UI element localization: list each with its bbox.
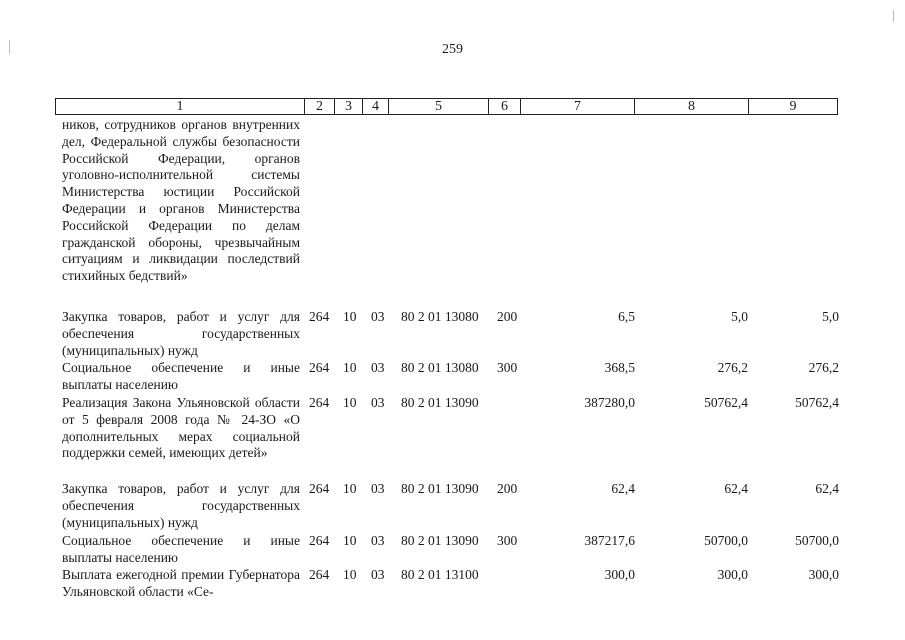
cell-amount-8: 300,0 <box>717 567 748 582</box>
cell-target-article: 80 2 01 13090 <box>401 533 479 548</box>
cell-subsection: 03 <box>371 481 385 496</box>
header-col-9: 9 <box>748 99 837 114</box>
row-description: Социальное обеспечение и иные выплаты населению <box>62 360 300 392</box>
cell-target-article: 80 2 01 13080 <box>401 309 479 324</box>
cell-amount-9: 300,0 <box>808 567 839 582</box>
cell-target-article: 80 2 01 13090 <box>401 481 479 496</box>
cell-expense-type: 300 <box>497 360 518 375</box>
cell-expense-type: 200 <box>497 309 518 324</box>
cell-amount-7: 387217,6 <box>584 533 635 548</box>
cell-section: 10 <box>343 533 357 548</box>
cell-ministry-code: 264 <box>309 395 330 410</box>
page-number: 259 <box>442 42 463 57</box>
scan-artifact <box>9 40 10 54</box>
cell-amount-7: 368,5 <box>604 360 635 375</box>
header-col-5: 5 <box>388 99 488 114</box>
cell-section: 10 <box>343 395 357 410</box>
header-col-1: 1 <box>176 99 184 114</box>
cell-amount-9: 50700,0 <box>795 533 839 548</box>
header-col-6: 6 <box>488 99 520 114</box>
row-description: Социальное обеспечение и иные выплаты населению <box>62 533 300 565</box>
header-col-3: 3 <box>334 99 362 114</box>
row-description: ников, сотрудников органов внутренних дел, Федеральной службы безопасности Российской Федерации, органов уголовно-исполнительной системы Министерства юстиции Российской Федерации и органов Министерства Российской Федерации по делам гражданской обороны, чрезвычайным ситуациям и ликвидации последствий стихийных бедствий» <box>62 117 300 284</box>
header-col-8: 8 <box>634 99 748 114</box>
row-description: Реализация Закона Ульяновской области от 5 февраля 2008 года № 24-ЗО «О дополнительных мерах социальной поддержки семей, имеющих детей» <box>62 395 300 461</box>
cell-expense-type: 300 <box>497 533 518 548</box>
row-description: Закупка товаров, работ и услуг для обеспечения государственных (муниципальных) нужд <box>62 309 300 358</box>
cell-amount-8: 276,2 <box>717 360 748 375</box>
header-col-2: 2 <box>304 99 334 114</box>
cell-ministry-code: 264 <box>309 360 330 375</box>
cell-amount-7: 62,4 <box>611 481 635 496</box>
cell-ministry-code: 264 <box>309 533 330 548</box>
cell-amount-7: 387280,0 <box>584 395 635 410</box>
cell-target-article: 80 2 01 13100 <box>401 567 479 582</box>
cell-amount-9: 5,0 <box>822 309 839 324</box>
cell-subsection: 03 <box>371 360 385 375</box>
cell-section: 10 <box>343 309 357 324</box>
cell-amount-9: 62,4 <box>815 481 839 496</box>
cell-section: 10 <box>343 481 357 496</box>
cell-amount-8: 50700,0 <box>704 533 748 548</box>
cell-amount-7: 300,0 <box>604 567 635 582</box>
table-header-row <box>55 98 838 115</box>
header-col-4: 4 <box>362 99 388 114</box>
cell-section: 10 <box>343 567 357 582</box>
cell-subsection: 03 <box>371 567 385 582</box>
cell-subsection: 03 <box>371 395 385 410</box>
cell-amount-9: 276,2 <box>808 360 839 375</box>
row-description: Закупка товаров, работ и услуг для обеспечения государственных (муниципальных) нужд <box>62 481 300 530</box>
cell-ministry-code: 264 <box>309 309 330 324</box>
cell-amount-8: 5,0 <box>731 309 748 324</box>
cell-ministry-code: 264 <box>309 567 330 582</box>
cell-ministry-code: 264 <box>309 481 330 496</box>
cell-subsection: 03 <box>371 533 385 548</box>
cell-subsection: 03 <box>371 309 385 324</box>
cell-amount-7: 6,5 <box>618 309 635 324</box>
cell-expense-type: 200 <box>497 481 518 496</box>
row-description: Выплата ежегодной премии Губернатора Ульяновской области «Се- <box>62 567 300 599</box>
cell-amount-8: 62,4 <box>724 481 748 496</box>
header-col-7: 7 <box>520 99 634 114</box>
cell-amount-9: 50762,4 <box>795 395 839 410</box>
cell-target-article: 80 2 01 13080 <box>401 360 479 375</box>
scan-artifact <box>893 10 894 22</box>
cell-target-article: 80 2 01 13090 <box>401 395 479 410</box>
cell-amount-8: 50762,4 <box>704 395 748 410</box>
cell-section: 10 <box>343 360 357 375</box>
